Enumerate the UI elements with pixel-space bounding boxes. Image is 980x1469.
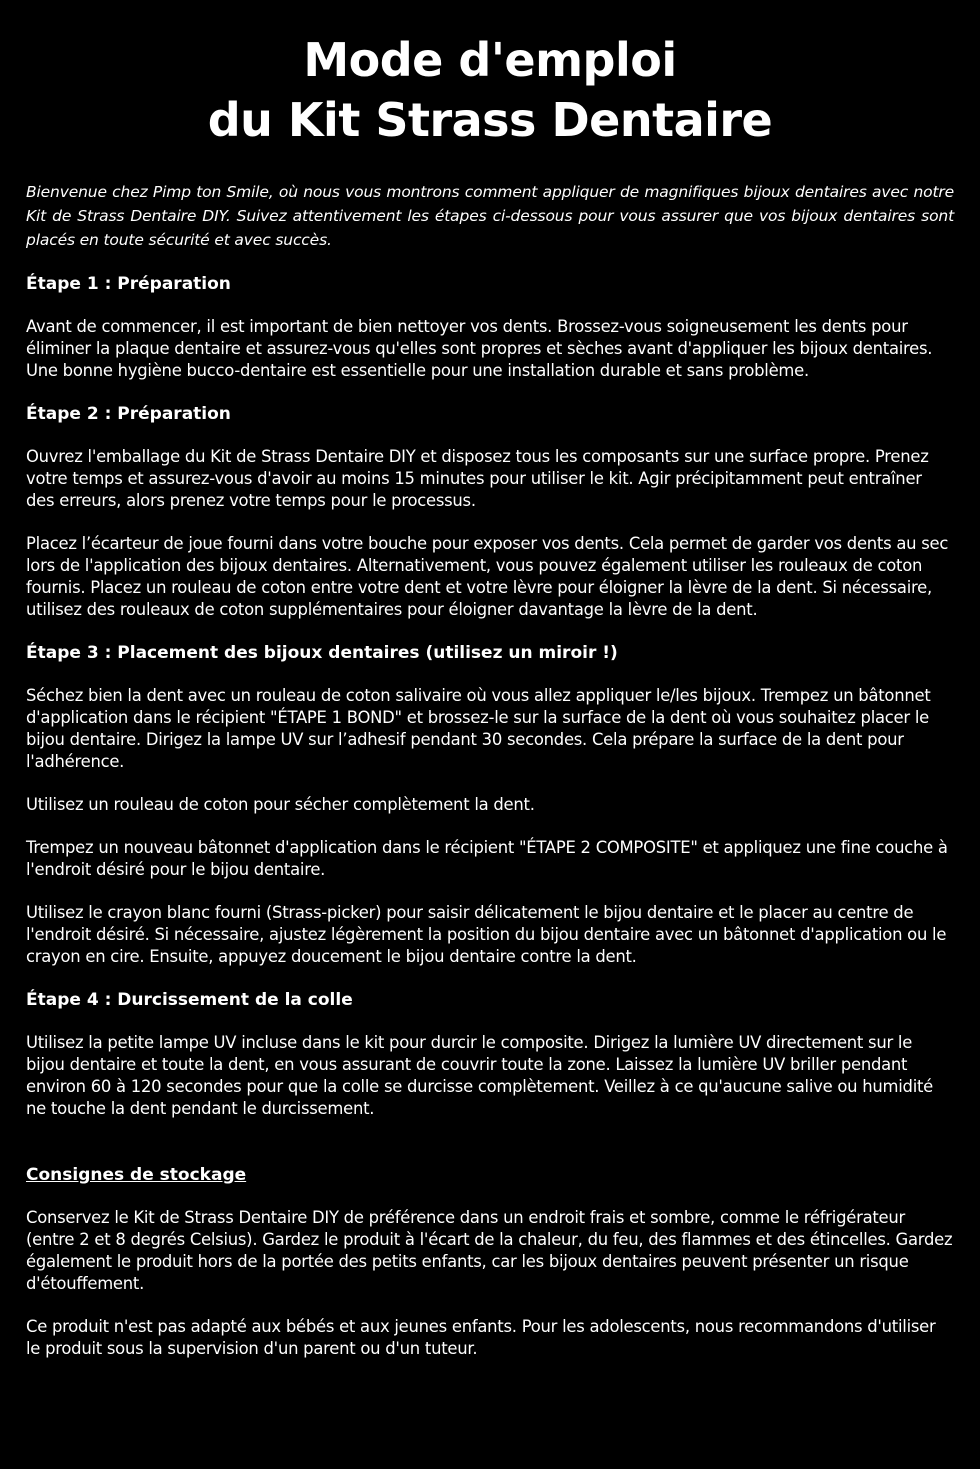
step-4-paragraph: Utilisez la petite lampe UV incluse dans le kit pour durcir le composite. Dirigez la lumière UV directement sur le bijou dentaire et toute la dent, en vous assurant de couvrir toute la zone. Laissez la lumière UV briller pendant environ 60 à 120 secondes pour que la colle se durcisse complètement. Veillez à ce qu'aucune salive ou humidité ne touche la dent pendant le durcissement. xyxy=(26,1033,934,1118)
step-3-paragraph: Utilisez un rouleau de coton pour sécher complètement la dent. xyxy=(26,795,535,814)
step-1-paragraph: Avant de commencer, il est important de bien nettoyer vos dents. Brossez-vous soigneusement les dents pour éliminer la plaque dentaire et assurez-vous qu'elles sont propres et sèches avant d'appliquer les bijoux dentaires. Une bonne hygiène bucco-dentaire est essentielle pour une installation durable et sans problème. xyxy=(26,317,933,380)
storage-heading: Consignes de stockage xyxy=(26,1165,247,1185)
storage-paragraph: Conservez le Kit de Strass Dentaire DIY de préférence dans un endroit frais et sombre, comme le réfrigérateur (entre 2 et 8 degrés Celsius). Gardez le produit à l'écart de la chaleur, du feu, des flammes et des étincelles. Gardez également le produit hors de la portée des petits enfants, car les bijoux dentaires peuvent présenter un risque d'étouffement. xyxy=(26,1208,953,1293)
step-4-heading: Étape 4 : Durcissement de la colle xyxy=(26,990,353,1010)
page-title xyxy=(26,0,954,150)
step-2-paragraph: Ouvrez l'emballage du Kit de Strass Dentaire DIY et disposez tous les composants sur une surface propre. Prenez votre temps et assurez-vous d'avoir au moins 15 minutes pour utiliser le kit. Agir précipitamment peut entraîner des erreurs, alors prenez votre temps pour le processus. xyxy=(26,447,929,510)
step-2-paragraph: Placez l’écarteur de joue fourni dans votre bouche pour exposer vos dents. Cela permet de garder vos dents au sec lors de l'application des bijoux dentaires. Alternativement, vous pouvez également utiliser les rouleaux de coton fournis. Placez un rouleau de coton entre votre dent et votre lèvre pour éloigner la lèvre de la dent. Si nécessaire, utilisez des rouleaux de coton supplémentaires pour éloigner davantage la lèvre de la dent. xyxy=(26,534,949,619)
storage-paragraph: Ce produit n'est pas adapté aux bébés et aux jeunes enfants. Pour les adolescents, nous recommandons d'utiliser le produit sous la supervision d'un parent ou d'un tuteur. xyxy=(26,1317,936,1358)
step-3-heading: Étape 3 : Placement des bijoux dentaires (utilisez un miroir !) xyxy=(26,643,618,663)
step-3-paragraph: Séchez bien la dent avec un rouleau de coton salivaire où vous allez appliquer le/les bijoux. Trempez un bâtonnet d'application dans le récipient "ÉTAPE 1 BOND" et brossez-le sur la surface de la dent où vous souhaitez placer le bijou dentaire. Dirigez la lampe UV sur l’adhesif pendant 30 secondes. Cela prépare la surface de la dent pour l'adhérence. xyxy=(26,686,931,771)
step-3-paragraph: Trempez un nouveau bâtonnet d'application dans le récipient "ÉTAPE 2 COMPOSITE" et appliquez une fine couche à l'endroit désiré pour le bijou dentaire. xyxy=(26,838,948,879)
step-2-heading: Étape 2 : Préparation xyxy=(26,404,231,424)
title-line-1: Mode d'emploi xyxy=(303,33,677,87)
title-line-2: du Kit Strass Dentaire xyxy=(207,93,773,147)
intro-text: Bienvenue chez Pimp ton Smile, où nous vous montrons comment appliquer de magnifiques bijoux dentaires avec notre Kit de Strass Dentaire DIY. Suivez attentivement les étapes ci-dessous pour vous assurer que vos bijoux dentaires sont placés en toute sécurité et avec succès. xyxy=(26,183,954,249)
step-3-paragraph: Utilisez le crayon blanc fourni (Strass-picker) pour saisir délicatement le bijou dentaire et le placer au centre de l'endroit désiré. Si nécessaire, ajustez légèrement la position du bijou dentaire avec un bâtonnet d'application ou le crayon en cire. Ensuite, appuyez doucement le bijou dentaire contre la dent. xyxy=(26,903,947,966)
step-1-heading: Étape 1 : Préparation xyxy=(26,274,231,294)
